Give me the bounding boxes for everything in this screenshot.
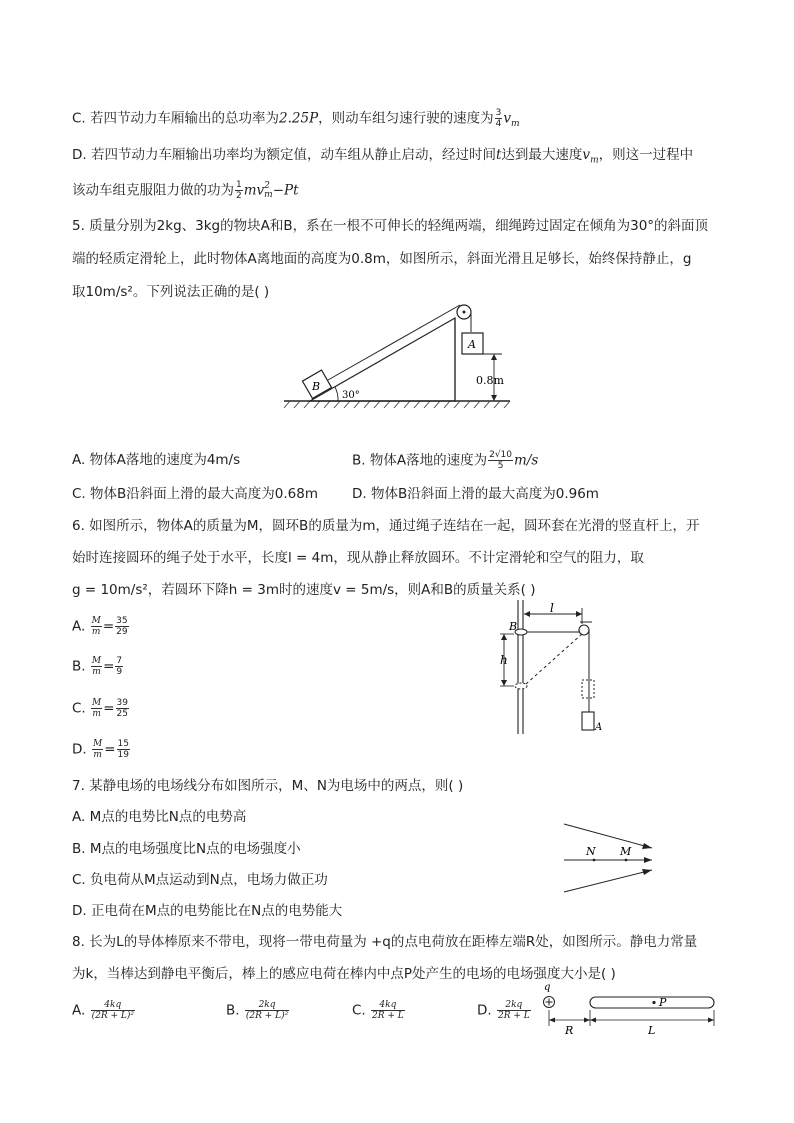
q4-option-c: [72, 108, 520, 134]
q6-option-d-ratio-num: M: [92, 739, 103, 749]
q8-fig-label-r: R: [565, 1024, 574, 1036]
q7-option-a: A. M点的电势比N点的电势高: [72, 809, 247, 825]
q5-option-b-den: 5: [497, 461, 504, 471]
q4-option-d-t: t: [495, 147, 502, 163]
q6-option-a-value: [115, 616, 128, 637]
q8-option-a-den: (2R + L)²: [91, 1011, 134, 1021]
q4-option-d-expr: mv: [243, 182, 265, 199]
q6-option-a-ratio-den: m: [91, 627, 101, 637]
q6-option-b-ratio-den: m: [92, 667, 101, 677]
q8-option-c: [352, 1000, 406, 1021]
q6-option-b-ratio: [91, 656, 102, 677]
q4-option-d-line2: [72, 180, 299, 201]
q8-option-d-num: 2kq: [497, 1000, 531, 1011]
q5-option-b-unit: m/s: [514, 452, 539, 469]
q6-option-a-ratio: [91, 616, 102, 637]
q5-option-c: C. 物体B沿斜面上滑的最大高度为0.68m: [72, 486, 318, 502]
q4-option-d-frac-num: 1: [236, 180, 242, 190]
q6-option-a-eq: =: [102, 618, 115, 635]
q4-option-d-fraction: [235, 180, 243, 201]
q6-option-b-eq: =: [103, 658, 115, 675]
q6-fig-label-b: B: [509, 620, 518, 633]
q6-option-c-letter: C.: [72, 700, 86, 717]
q8-option-a: [72, 1000, 136, 1021]
q7-field-lines-figure: [560, 818, 660, 898]
q8-option-a-letter: A.: [72, 1002, 86, 1019]
q6-option-c: [72, 698, 130, 719]
q7-option-b: B. M点的电场强度比N点的电场强度小: [72, 841, 301, 857]
q7-fig-label-m: M: [620, 845, 632, 858]
q5-option-a: A. 物体A落地的速度为4m/s: [72, 452, 241, 468]
q6-option-d-value: [117, 739, 130, 760]
q4-option-d-supsub: [264, 182, 273, 200]
q4-option-d-mid: 达到最大速度: [501, 147, 583, 163]
q4-option-d-vm: v: [582, 147, 591, 163]
q6-stem-line1: 6. 如图所示，物体A的质量为M，圆环B的质量为m，通过绳子连结在一起，圆环套在光滑的竖直杆上，开: [72, 518, 700, 534]
q8-option-a-fraction: [91, 1000, 135, 1021]
q6-option-a-den: 29: [116, 627, 128, 637]
q5-option-b-num: 2√10: [489, 450, 513, 460]
q5-stem-line1: 5. 质量分别为2kg、3kg的物块A和B，系在一根不可伸长的轻绳两端，细绳跨过固定在倾角为30°的斜面顶: [72, 218, 709, 234]
q8-option-c-fraction: [371, 1000, 405, 1021]
q4-option-d-line2-text: 该动车组克服阻力做的功为: [72, 182, 234, 199]
q8-option-b-num: 2kq: [245, 1000, 289, 1011]
q8-option-c-num: 4kq: [371, 1000, 405, 1011]
q6-option-c-value: [116, 698, 129, 719]
q6-option-d-ratio-den: m: [93, 750, 102, 760]
q6-option-a: [72, 616, 130, 637]
q8-option-d-letter: D.: [477, 1002, 492, 1019]
q8-option-b-den: (2R + L)²: [245, 1011, 289, 1021]
q5-stem-line2: 端的轻质定滑轮上，此时物体A离地面的高度为0.8m，如图所示，斜面光滑且足够长，始终保持静止，g: [72, 251, 692, 267]
q8-option-b: [226, 1000, 290, 1021]
q7-option-d: D. 正电荷在M点的电势能比在N点的电势能大: [72, 903, 343, 919]
q6-option-a-ratio-num: M: [91, 616, 101, 626]
q7-option-c: C. 负电荷从M点运动到N点，电场力做正功: [72, 872, 328, 888]
q5-fig-angle: 30°: [342, 390, 360, 401]
q8-fig-label-p: P: [659, 996, 667, 1009]
q6-option-d-letter: D.: [72, 741, 87, 758]
q4-option-c-sub: m: [511, 119, 520, 130]
q5-fig-label-a: A: [468, 338, 476, 351]
q4-option-c-v: v: [503, 110, 512, 127]
q8-option-a-num: 4kq: [91, 1000, 135, 1011]
q4-option-c-power: 2.25P: [279, 110, 319, 127]
q6-ring-pulley-figure: [492, 598, 612, 736]
q5-stem-line3: 取10m/s²。下列说法正确的是( ): [72, 284, 270, 300]
q8-fig-label-l: L: [648, 1024, 656, 1036]
q8-option-c-den: 2R + L: [372, 1011, 404, 1021]
q6-option-b-value: [115, 656, 123, 677]
q6-option-d-ratio: [92, 739, 103, 760]
q4-option-c-fraction: [495, 108, 503, 129]
q4-option-d-pre: D. 若四节动力车厢输出功率均为额定值，动车组从静止启动，经过时间: [72, 147, 496, 163]
q4-option-c-mid: ，则动车组匀速行驶的速度为: [318, 110, 494, 127]
q6-option-a-letter: A.: [72, 618, 86, 635]
q8-fig-label-q: q: [544, 982, 551, 993]
q6-fig-label-h: h: [500, 653, 508, 667]
q5-option-b: [352, 450, 538, 471]
q8-option-d: [477, 1000, 532, 1021]
q6-option-a-num: 35: [116, 616, 128, 626]
q8-rod-charge-figure: [538, 982, 722, 1036]
q4-option-d-sub: m: [264, 189, 273, 200]
q5-option-b-fraction: [488, 450, 513, 471]
q4-option-d-post: ，则这一过程中: [598, 147, 694, 163]
q6-option-b: [72, 656, 124, 677]
q5-option-b-text: B. 物体A落地的速度为: [352, 452, 488, 469]
q8-option-b-fraction: [245, 1000, 289, 1021]
q8-option-d-den: 2R + L: [497, 1011, 530, 1021]
q6-option-b-letter: B.: [72, 658, 86, 675]
q6-option-b-num: 7: [116, 656, 123, 666]
q6-option-c-ratio-num: M: [92, 698, 102, 708]
q4-option-d-vm-sub: m: [590, 155, 599, 166]
q4-option-d-tail: −Pt: [272, 182, 299, 199]
q8-stem-line1: 8. 长为L的导体棒原来不带电，现将一带电荷量为 +q的点电荷放在距棒左端R处，如图所示。静电力常量: [72, 934, 698, 950]
q6-option-d-den: 19: [117, 750, 129, 760]
q7-stem: 7. 某静电场的电场线分布如图所示，M、N为电场中的两点，则( ): [72, 778, 464, 794]
q5-option-d: D. 物体B沿斜面上滑的最大高度为0.96m: [352, 486, 599, 502]
q6-stem-line2: 始时连接圆环的绳子处于水平，长度l = 4m，现从静止释放圆环。不计定滑轮和空气的阻力，取: [72, 550, 644, 566]
q6-fig-label-l: l: [550, 601, 554, 615]
q8-option-b-letter: B.: [226, 1002, 240, 1019]
q6-option-c-eq: =: [103, 700, 115, 717]
q6-option-c-den: 25: [116, 709, 128, 719]
q6-option-d-eq: =: [104, 741, 116, 758]
q4-option-c-frac-num: 3: [495, 108, 502, 118]
q6-option-c-num: 39: [116, 698, 128, 708]
q8-option-c-letter: C.: [352, 1002, 366, 1019]
q6-option-c-ratio-den: m: [92, 709, 101, 719]
q6-fig-label-a: A: [595, 722, 603, 733]
q5-fig-label-b: B: [312, 380, 321, 393]
q6-option-d: [72, 739, 131, 760]
q4-option-c-text: C. 若四节动力车厢输出的总功率为: [72, 110, 280, 127]
q5-fig-height: 0.8m: [476, 374, 504, 387]
q5-incline-figure: [280, 298, 520, 410]
q4-option-c-frac-den: 4: [495, 119, 502, 129]
q6-option-b-ratio-num: M: [91, 656, 102, 666]
q6-option-d-num: 15: [117, 739, 129, 749]
q8-option-d-fraction: [497, 1000, 531, 1021]
q4-option-d-line1: [72, 145, 693, 171]
q4-option-d-sup: 2: [264, 180, 270, 191]
q6-option-b-den: 9: [116, 667, 123, 677]
q7-fig-label-n: N: [586, 845, 596, 858]
q6-option-c-ratio: [91, 698, 102, 719]
q8-stem-line2: 为k，当棒达到静电平衡后，棒上的感应电荷在棒内中点P处产生的电场的电场强度大小是( ): [72, 966, 616, 982]
q6-stem-line3: g = 10m/s²，若圆环下降h = 3m时的速度v = 5m/s，则A和B的质量关系( ): [72, 582, 536, 598]
q4-option-d-frac-den: 2: [236, 191, 242, 201]
